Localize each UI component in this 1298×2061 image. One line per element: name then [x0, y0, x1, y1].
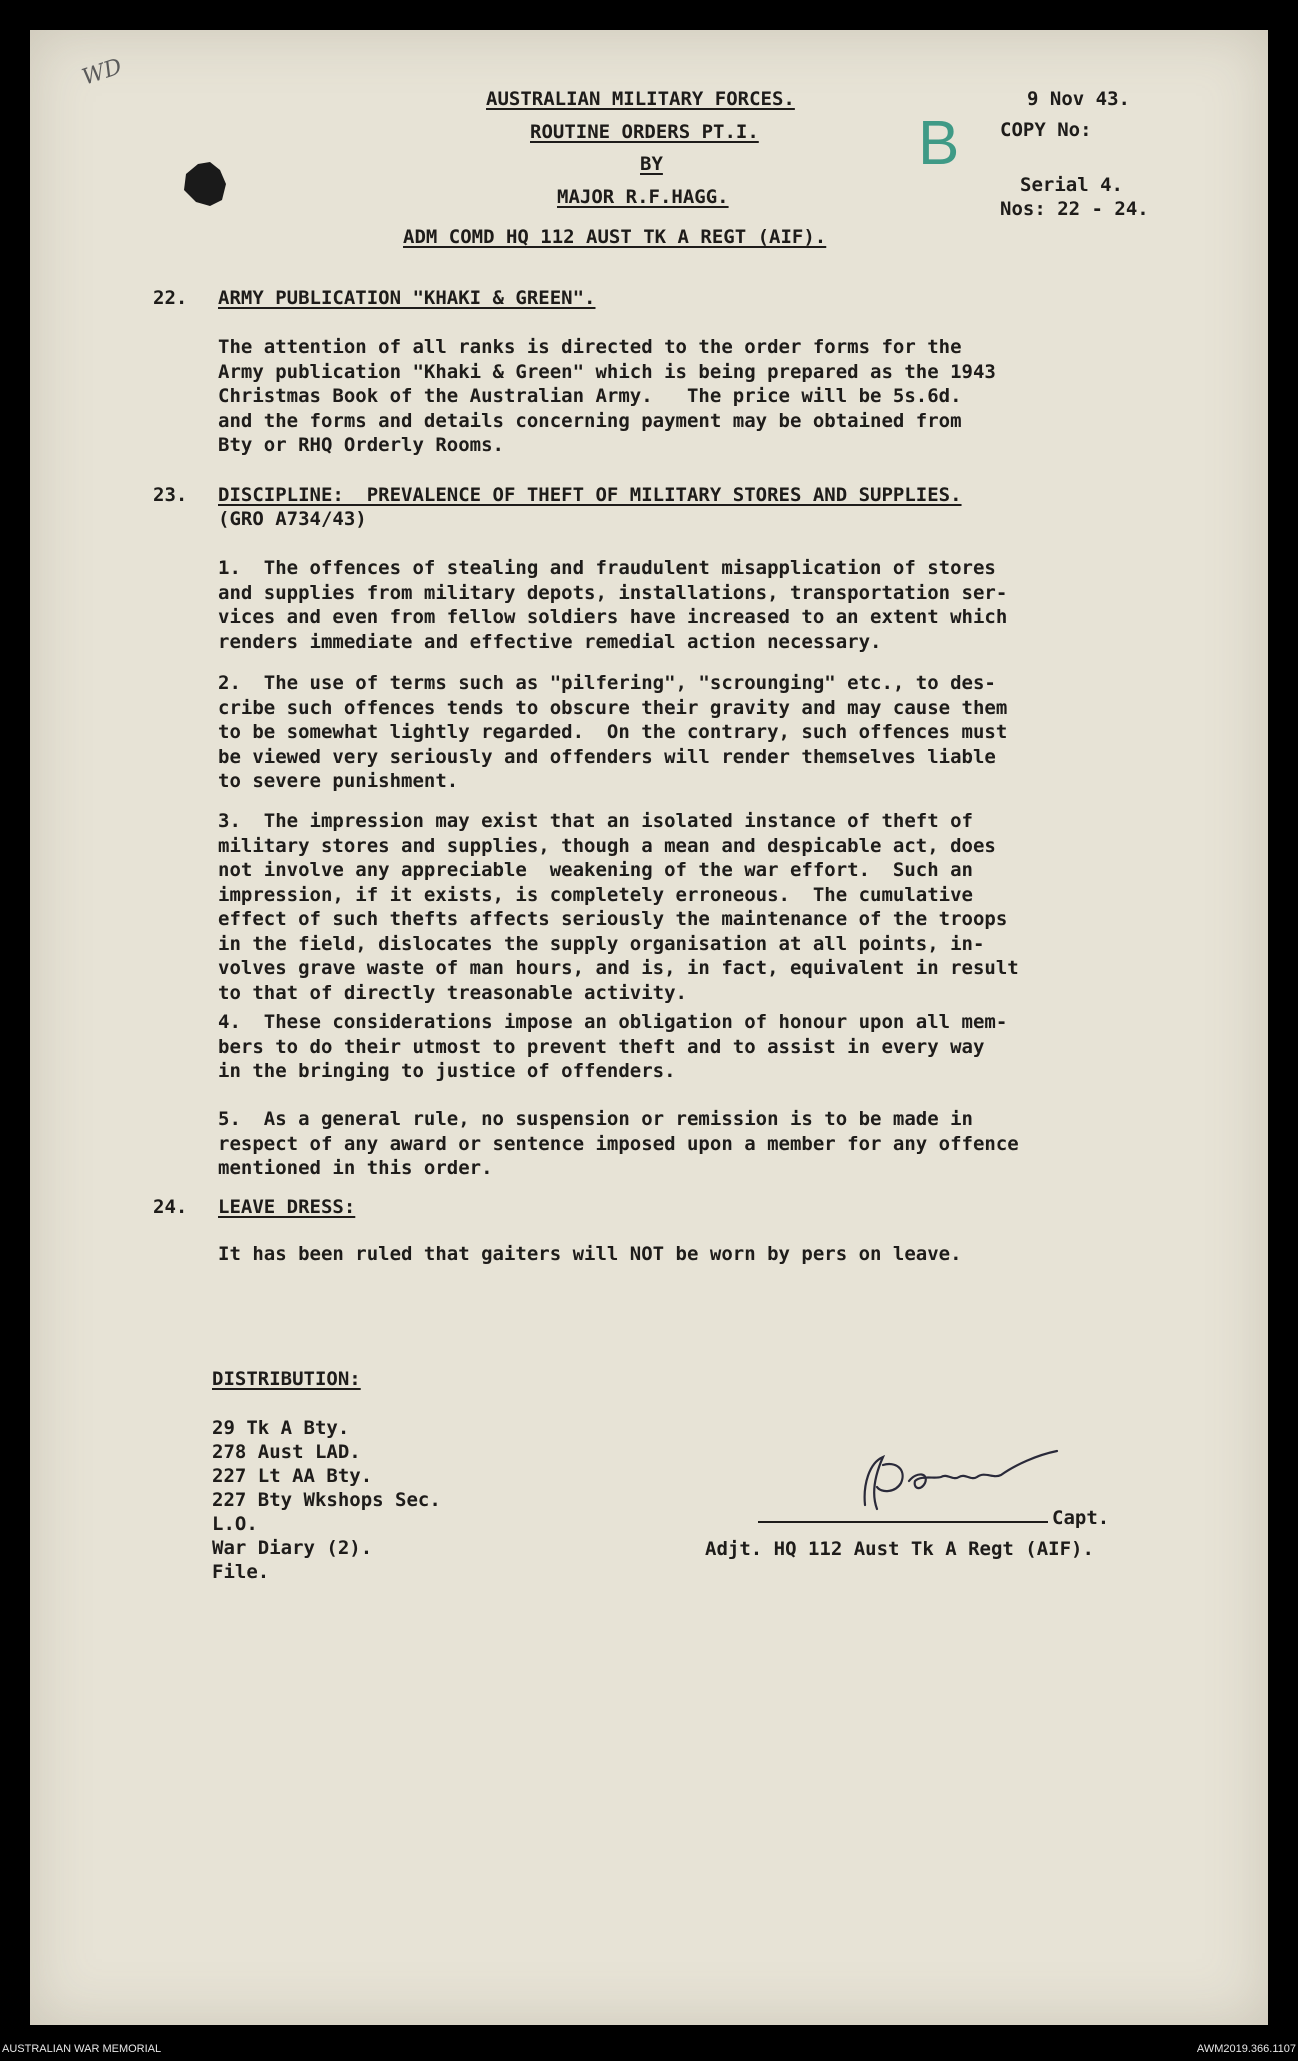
header-forces: AUSTRALIAN MILITARY FORCES. — [486, 88, 795, 110]
distribution-item: 29 Tk A Bty. — [212, 1417, 350, 1439]
order-23-ref: (GRO A734/43) — [218, 508, 367, 530]
footer-institution: AUSTRALIAN WAR MEMORIAL — [2, 2043, 162, 2055]
distribution-item: File. — [212, 1561, 270, 1583]
header-date: 9 Nov 43. — [1027, 88, 1130, 110]
header-nos: Nos: 22 - 24. — [1000, 198, 1149, 220]
order-23-para-4: 4. These considerations impose an obligation of honour upon all mem- bers to do their utmost to prevent theft and to assist in every way in the bringing to justice of offenders. — [218, 1011, 1008, 1082]
order-23-number: 23. — [153, 484, 188, 506]
footer-reference: AWM2019.366.1107 — [1196, 2043, 1296, 2055]
order-23-para-2: 2. The use of terms such as "pilfering", "scrounging" etc., to des- cribe such offences tends to obscure their gravity and may cause them to be somewhat lightly regarded. On the contrary, such offences must be viewed very seriously and offenders will render themselves liable to severe punishment. — [218, 672, 1008, 792]
distribution-item: 227 Bty Wkshops Sec. — [212, 1489, 441, 1511]
header-command: ADM COMD HQ 112 AUST TK A REGT (AIF). — [403, 226, 827, 248]
distribution-item: L.O. — [212, 1513, 258, 1535]
order-23-para-5: 5. As a general rule, no suspension or remission is to be made in respect of any award or sentence imposed upon a member for any offence mentioned in this order. — [218, 1108, 1019, 1179]
order-24-body: It has been ruled that gaiters will NOT be worn by pers on leave. — [218, 1243, 962, 1265]
header-by: BY — [640, 153, 663, 175]
signature-rank: Capt. — [1052, 1507, 1110, 1529]
order-24-heading: LEAVE DRESS: — [218, 1196, 356, 1218]
order-23-heading: DISCIPLINE: PREVALENCE OF THEFT OF MILITARY STORES AND SUPPLIES. — [218, 484, 962, 506]
annotation-b: B — [918, 109, 960, 178]
order-23-para-3: 3. The impression may exist that an isolated instance of theft of military stores and supplies, though a mean and despicable act, does not involve any appreciable weakening of the war effort. Such an impression, if it exists, is completely erroneous. The cumulative effect of such thefts affects seriously the maintenance of the troops in the field, dislocates the supply organisation at all points, in- volves grave waste of man hours, and is, in fact, equivalent in result to that of directly treasonable activity. — [218, 810, 1019, 1004]
distribution-heading: DISTRIBUTION: — [212, 1368, 361, 1390]
document-page — [30, 30, 1268, 2025]
distribution-item: 227 Lt AA Bty. — [212, 1465, 373, 1487]
annotation-wd: WD — [79, 54, 126, 91]
order-22-body: The attention of all ranks is directed to the order forms for the Army publication "Khaki & Green" which is being prepared as the 1943 Christmas Book of the Australian Army. The price will be 5s.6d. and the forms and details concerning payment may be obtained from Bty or RHQ Orderly Rooms. — [218, 336, 996, 456]
order-23-para-1: 1. The offences of stealing and fraudulent misapplication of stores and supplies from military depots, installations, transportation ser- vices and even from fellow soldiers have increased to an extent which renders immediate and effective remedial action necessary. — [218, 557, 1008, 653]
signature-mark — [825, 1435, 1085, 1525]
signature-line — [758, 1521, 1048, 1523]
distribution-item: War Diary (2). — [212, 1537, 373, 1559]
distribution-item: 278 Aust LAD. — [212, 1441, 361, 1463]
header-serial: Serial 4. — [1020, 174, 1123, 196]
header-copy-no: COPY No: — [1000, 119, 1092, 141]
order-22-heading: ARMY PUBLICATION "KHAKI & GREEN". — [218, 287, 596, 309]
order-22-number: 22. — [153, 287, 188, 309]
header-routine-orders: ROUTINE ORDERS PT.I. — [530, 121, 759, 143]
punch-hole — [180, 160, 228, 206]
signature-title: Adjt. HQ 112 Aust Tk A Regt (AIF). — [705, 1538, 1094, 1560]
header-major: MAJOR R.F.HAGG. — [557, 186, 729, 208]
order-24-number: 24. — [153, 1196, 188, 1218]
